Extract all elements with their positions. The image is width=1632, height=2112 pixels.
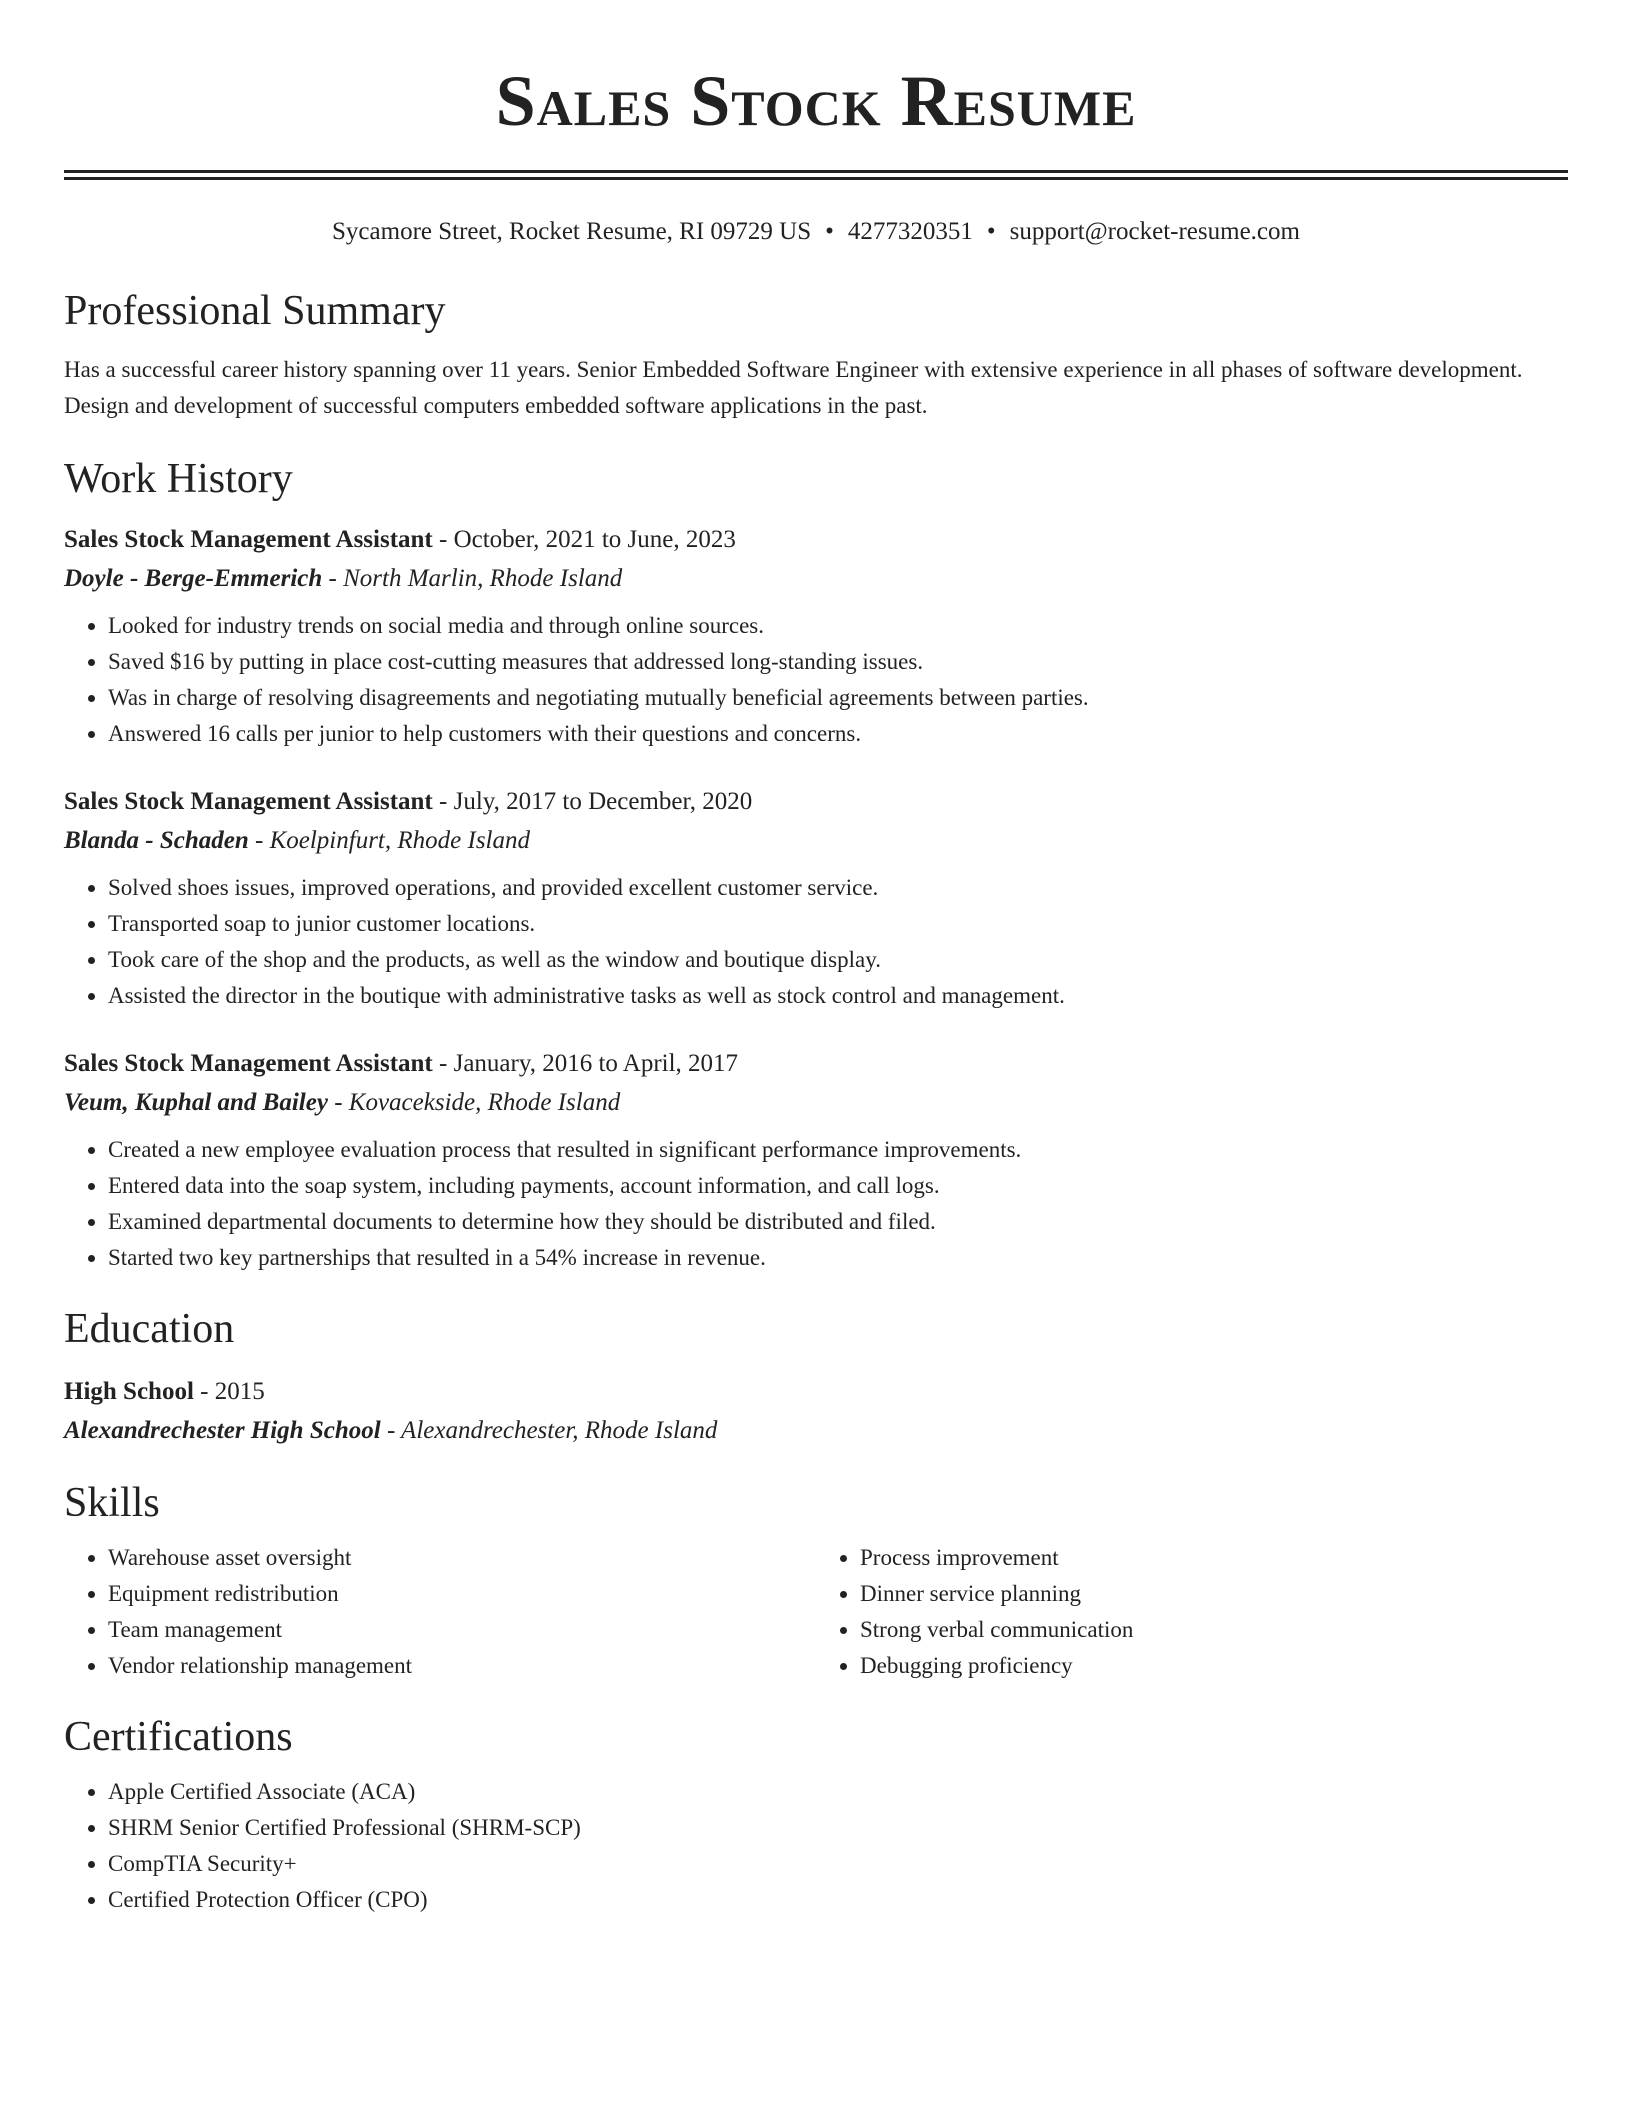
job-title-line (64, 520, 1568, 560)
certifications-heading: Certifications (64, 1714, 293, 1760)
job-location: - North Marlin, Rhode Island (322, 565, 623, 592)
school-location: - Alexandrechester, Rhode Island (380, 1417, 718, 1444)
job-bullets (64, 1132, 1568, 1276)
list-item: • Assisted the director in the boutique with administrative tasks as well as stock control and management. (108, 978, 1568, 1014)
summary-text: Has a successful career history spanning over 11 years. Senior Embedded Software Engineer with extensive experience in all phases of software development. Design and development of successful computers embedded software applications in the past. (64, 357, 1523, 418)
job-dates: - October, 2021 to June, 2023 (432, 526, 736, 553)
skills-list-left (64, 1540, 816, 1684)
contact-separator: • (825, 218, 834, 245)
list-item: • Team management (108, 1612, 816, 1648)
job-title-line (64, 782, 1568, 822)
title-divider (64, 170, 1568, 180)
list-item: • Vendor relationship management (108, 1648, 816, 1684)
list-item: • Created a new employee evaluation process that resulted in significant performance improvements. (108, 1132, 1568, 1168)
job-company: Doyle - Berge-Emmerich (64, 565, 323, 592)
list-item: • Entered data into the soap system, including payments, account information, and call logs. (108, 1168, 1568, 1204)
skills-list-right (816, 1540, 1568, 1684)
job-title-line (64, 1044, 1568, 1084)
job-location: - Kovacekside, Rhode Island (327, 1089, 621, 1116)
degree: High School (64, 1378, 194, 1405)
job-entry (64, 782, 1568, 1014)
graduation-year: - 2015 (193, 1378, 265, 1405)
education-heading: Education (64, 1306, 235, 1352)
job-bullets (64, 608, 1568, 752)
contact-separator: • (986, 218, 996, 245)
school-line (64, 1412, 1568, 1450)
skills-heading: Skills (64, 1480, 160, 1526)
list-item: • Answered 16 calls per junior to help customers with their questions and concerns. (108, 716, 1568, 752)
list-item: • Process improvement (860, 1540, 1568, 1576)
list-item: • Strong verbal communication (860, 1612, 1568, 1648)
list-item: • Saved $16 by putting in place cost-cutting measures that addressed long-standing issues. (108, 644, 1568, 680)
list-item: • Debugging proficiency (860, 1648, 1568, 1684)
summary-heading: Professional Summary (64, 288, 446, 334)
resume-title: Sales Stock Resume (495, 61, 1137, 141)
list-item: • CompTIA Security+ (108, 1846, 1568, 1882)
list-item: • Apple Certified Associate (ACA) (108, 1774, 1568, 1810)
skills-columns (64, 1540, 1568, 1684)
list-item: • Transported soap to junior customer locations. (108, 906, 1568, 942)
contact-phone: 4277320351 (847, 218, 973, 245)
contact-line (64, 216, 1568, 248)
list-item: • Equipment redistribution (108, 1576, 816, 1612)
list-item: • Started two key partnerships that resulted in a 54% increase in revenue. (108, 1240, 1568, 1276)
list-item: • Took care of the shop and the products, as well as the window and boutique display. (108, 942, 1568, 978)
education-entry (64, 1372, 1568, 1450)
list-item: • Solved shoes issues, improved operations, and provided excellent customer service. (108, 870, 1568, 906)
list-item: • Was in charge of resolving disagreements and negotiating mutually beneficial agreements between parties. (108, 680, 1568, 716)
job-company-line (64, 822, 1568, 860)
job-title: Sales Stock Management Assistant (64, 1050, 433, 1077)
certifications-list (64, 1774, 1568, 1918)
job-bullets (64, 870, 1568, 1014)
job-company: Veum, Kuphal and Bailey (64, 1089, 328, 1116)
job-dates: - January, 2016 to April, 2017 (432, 1050, 739, 1077)
school-name: Alexandrechester High School (64, 1417, 381, 1444)
job-company: Blanda - Schaden (64, 827, 249, 854)
list-item: • Warehouse asset oversight (108, 1540, 816, 1576)
contact-email: support@rocket-resume.com (1009, 218, 1300, 245)
job-dates: - July, 2017 to December, 2020 (432, 788, 753, 815)
degree-line (64, 1372, 1568, 1412)
job-location: - Koelpinfurt, Rhode Island (248, 827, 530, 854)
job-entry (64, 1044, 1568, 1276)
list-item: • Looked for industry trends on social media and through online sources. (108, 608, 1568, 644)
job-title: Sales Stock Management Assistant (64, 788, 433, 815)
contact-address: Sycamore Street, Rocket Resume, RI 09729 US (332, 218, 812, 245)
list-item: • Dinner service planning (860, 1576, 1568, 1612)
job-company-line (64, 560, 1568, 598)
list-item: • Certified Protection Officer (CPO) (108, 1882, 1568, 1918)
work-history-heading: Work History (64, 456, 293, 502)
list-item: • Examined departmental documents to determine how they should be distributed and filed. (108, 1204, 1568, 1240)
list-item: • SHRM Senior Certified Professional (SHRM-SCP) (108, 1810, 1568, 1846)
job-title: Sales Stock Management Assistant (64, 526, 433, 553)
job-entry (64, 520, 1568, 752)
job-company-line (64, 1084, 1568, 1122)
